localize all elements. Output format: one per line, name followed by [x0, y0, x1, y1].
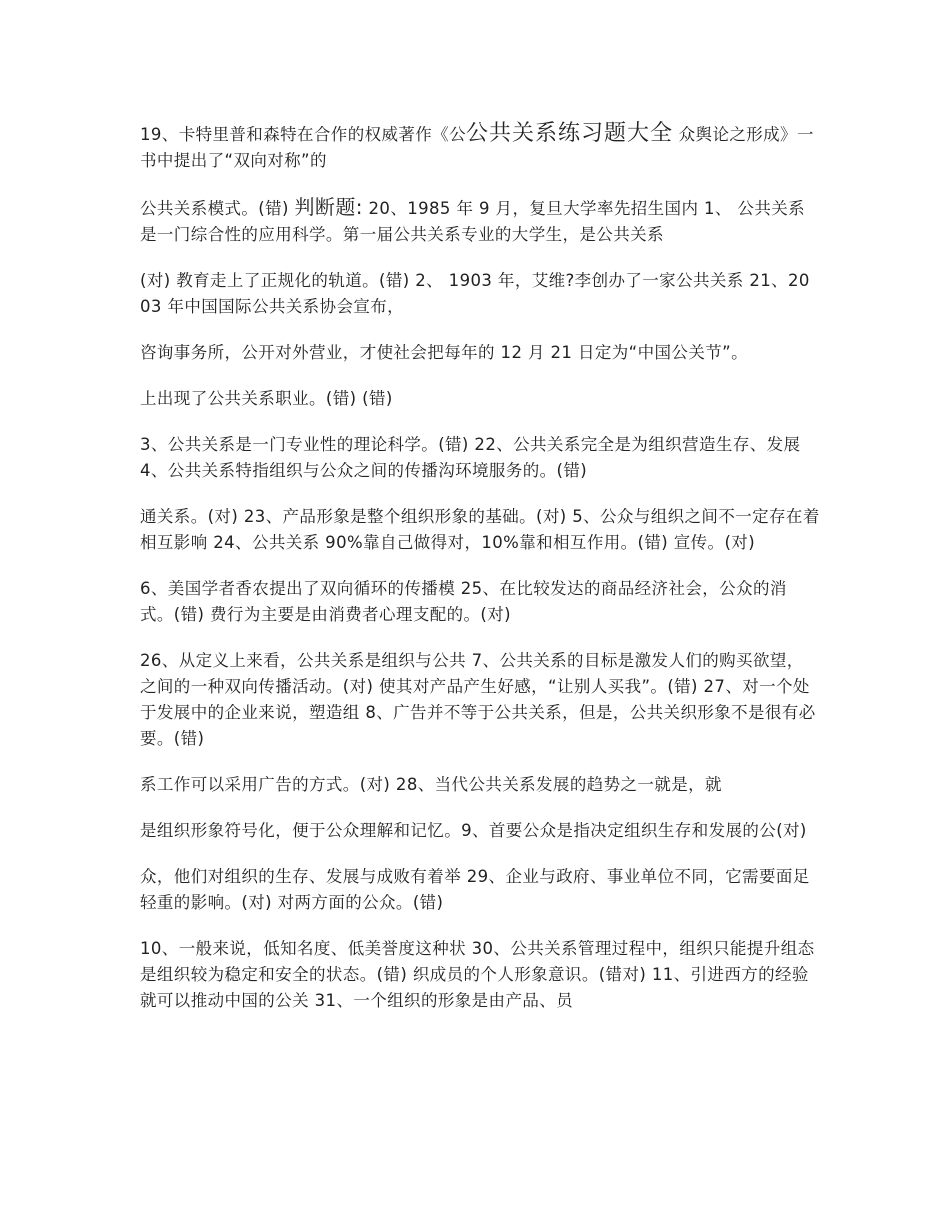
paragraph-2: [140, 194, 820, 248]
paragraph-1: [140, 121, 820, 174]
document-title: 公共关系练习题大全: [466, 121, 674, 146]
paragraph-6: 3、公共关系是一门专业性的理论科学。(错) 22、公共关系完全是为组织营造生存、发展 4、公共关系特指组织与公众之间的传播沟环境服务的。(错): [140, 435, 801, 480]
paragraph-5: 上出现了公共关系职业。(错) (错): [140, 389, 393, 408]
paragraph-10: 系工作可以采用广告的方式。(对) 28、当代公共关系发展的趋势之一就是，就: [140, 775, 722, 794]
paragraph-13: 10、一般来说，低知名度、低美誉度这种状 30、公共关系管理过程中，组织只能提升组态是组织较为稳定和安全的状态。(错) 织成员的个人形象意识。(错对) 11、引进西方的经验就可以推动中国的公关 31、一个组织的形象是由产品、员: [140, 939, 815, 1010]
document-page: [140, 121, 820, 1014]
paragraph-7: 通关系。(对) 23、产品形象是整个组织形象的基础。(对) 5、公众与组织之间不一定存在着相互影响 24、公共关系 90%靠自己做得对，10%靠和相互作用。(错) 宣传。(对): [140, 507, 820, 552]
paragraph-2-text-a: 公共关系模式。(错): [140, 199, 295, 218]
paragraph-11: 是组织形象符号化，便于公众理解和记忆。9、首要公众是指决定组织生存和发展的公(对): [140, 821, 807, 840]
paragraph-12: 众，他们对组织的生存、发展与成败有着举 29、企业与政府、事业单位不同，它需要面足轻重的影响。(对) 对两方面的公众。(错): [140, 867, 810, 912]
section-heading-judgment: 判断题:: [294, 195, 363, 219]
paragraph-9: 26、从定义上来看，公共关系是组织与公共 7、公共关系的目标是激发人们的购买欲望，之间的一种双向传播活动。(对) 使其对产品产生好感，“让别人买我”。(错) 27、对一个处于发展中的企业来说，塑造组 8、广告并不等于公共关系，但是，公共关织形象不是很有必要。(错): [140, 651, 816, 748]
paragraph-2-text-b: 20、1985 年 9 月，复旦大学率先招生国内 1、 公共关系是一门综合性的应用科学。第一届公共关系专业的大学生，是公共关系: [140, 199, 806, 244]
paragraph-3: (对) 教育走上了正规化的轨道。(错) 2、 1903 年，艾维?李创办了一家公共关系 21、2003 年中国国际公共关系协会宣布，: [140, 271, 810, 316]
paragraph-4: 咨询事务所，公开对外营业，才使社会把每年的 12 月 21 日定为“中国公关节”。: [140, 343, 748, 362]
paragraph-1-text-b: 众舆论之形成》一书中提出了“双向对称”的: [140, 125, 814, 170]
paragraph-1-text-a: 19、卡特里普和森特在合作的权威著作《公: [140, 125, 466, 144]
paragraph-8: 6、美国学者香农提出了双向循环的传播模 25、在比较发达的商品经济社会，公众的消式。(错) 费行为主要是由消费者心理支配的。(对): [140, 579, 787, 624]
